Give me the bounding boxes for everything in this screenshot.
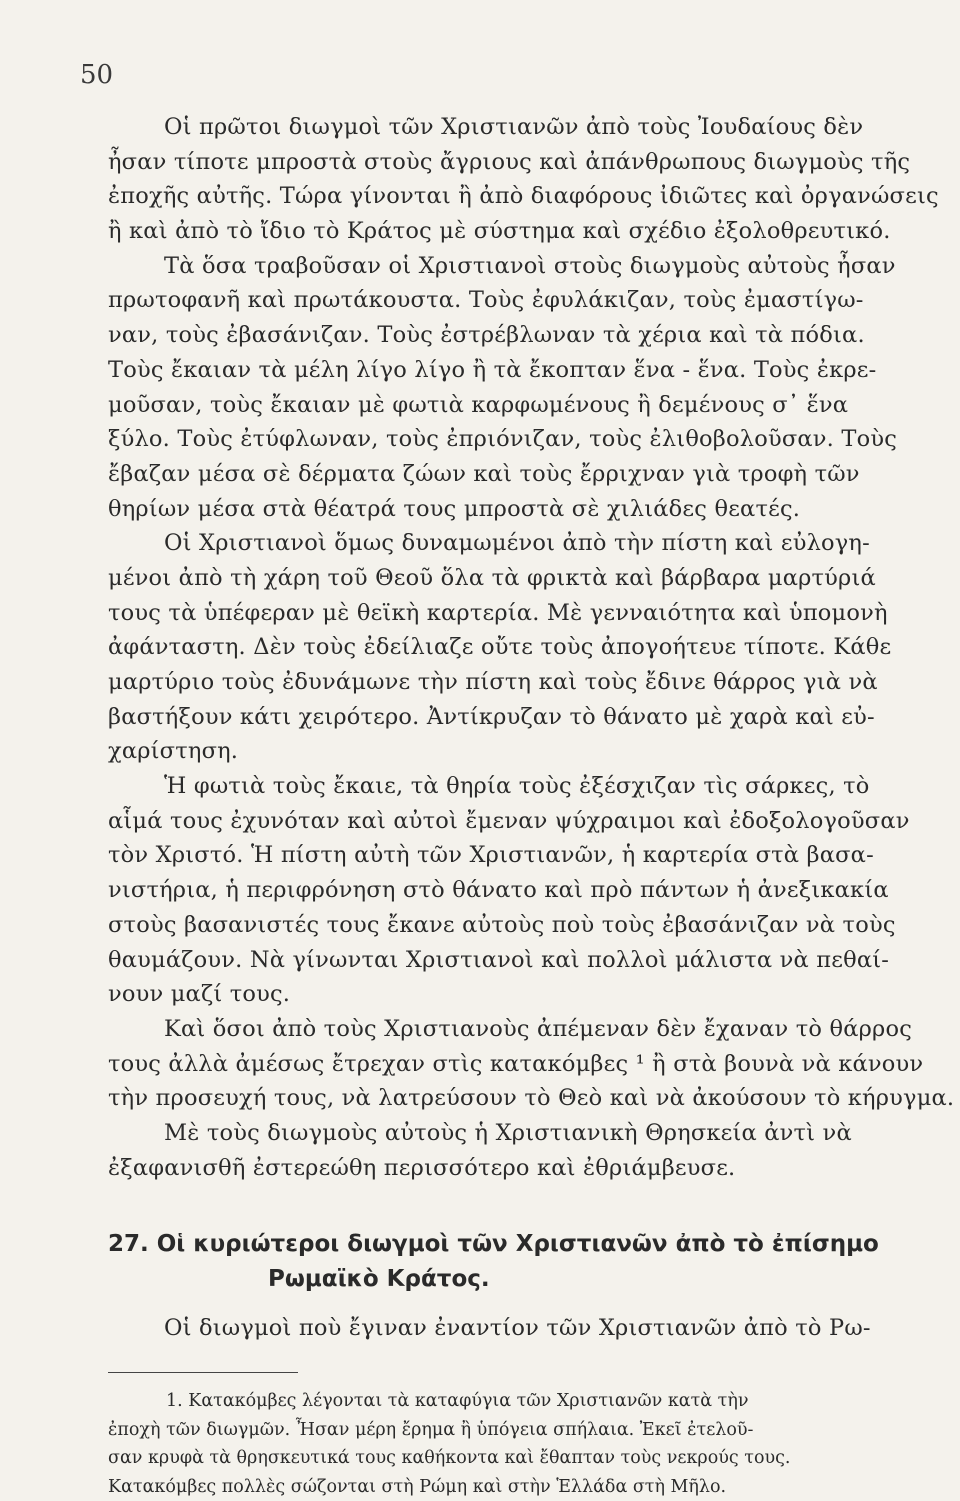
text-line: μαρτύριο τοὺς ἐδυνάμωνε τὴν πίστη καὶ τοὺς ἔδινε θάρρος γιὰ νὰ bbox=[108, 665, 868, 700]
text-line: ἦσαν τίποτε μπροστὰ στοὺς ἄγριους καὶ ἀπάνθρωπους διωγμοὺς τῆς bbox=[108, 145, 868, 180]
footnote-line: ἐποχὴ τῶν διωγμῶν. Ἦσαν μέρη ἔρημα ἢ ὑπόγεια σπήλαια. Ἐκεῖ ἐτελοῦ- bbox=[108, 1416, 868, 1445]
text-line: μένοι ἀπὸ τὴ χάρη τοῦ Θεοῦ ὅλα τὰ φρικτὰ καὶ βάρβαρα μαρτύριά bbox=[108, 561, 868, 596]
paragraph-1 bbox=[108, 110, 868, 249]
paragraph-4 bbox=[108, 769, 868, 1012]
paragraph-3 bbox=[108, 526, 868, 769]
text-line: χαρίστηση. bbox=[108, 734, 868, 769]
text-line: Ἡ φωτιὰ τοὺς ἔκαιε, τὰ θηρία τοὺς ἐξέσχιζαν τὶς σάρκες, τὸ bbox=[108, 769, 868, 804]
text-line: στοὺς βασανιστές τους ἔκανε αὐτοὺς ποὺ τοὺς ἐβασάνιζαν νὰ τοὺς bbox=[108, 908, 868, 943]
text-line: Τοὺς ἔκαιαν τὰ μέλη λίγο λίγο ἢ τὰ ἔκοπταν ἕνα - ἕνα. Τοὺς ἐκρε- bbox=[108, 353, 868, 388]
text-line: ἢ καὶ ἀπὸ τὸ ἴδιο τὸ Κράτος μὲ σύστημα καὶ σχέδιο ἐξολοθρευτικό. bbox=[108, 214, 868, 249]
section-heading bbox=[108, 1227, 868, 1297]
text-line: Τὰ ὅσα τραβοῦσαν οἱ Χριστιανοὶ στοὺς διωγμοὺς αὐτοὺς ἦσαν bbox=[108, 249, 868, 284]
page-number: 50 bbox=[80, 60, 113, 90]
footnote bbox=[108, 1387, 868, 1501]
text-line: ἐποχῆς αὐτῆς. Τώρα γίνονται ἢ ἀπὸ διαφόρους ἰδιῶτες καὶ ὀργανώσεις bbox=[108, 179, 868, 214]
paragraph-5 bbox=[108, 1012, 868, 1116]
footnote-line: σαν κρυφὰ τὰ θρησκευτικά τους καθήκοντα καὶ ἔθαπταν τοὺς νεκρούς τους. bbox=[108, 1444, 868, 1473]
text-line: τους τὰ ὑπέφεραν μὲ θεϊκὴ καρτερία. Μὲ γενναιότητα καὶ ὑπομονὴ bbox=[108, 596, 868, 631]
section-opening-line: Οἱ διωγμοὶ ποὺ ἔγιναν ἐναντίον τῶν Χριστιανῶν ἀπὸ τὸ Ρω- bbox=[108, 1311, 868, 1346]
section-heading-line: 27. Οἱ κυριώτεροι διωγμοὶ τῶν Χριστιανῶν ἀπὸ τὸ ἐπίσημο bbox=[108, 1227, 868, 1262]
text-line: βαστήξουν κάτι χειρότερο. Ἀντίκρυζαν τὸ θάνατο μὲ χαρὰ καὶ εὐ- bbox=[108, 700, 868, 735]
text-line: Μὲ τοὺς διωγμοὺς αὐτοὺς ἡ Χριστιανικὴ Θρησκεία ἀντὶ νὰ bbox=[108, 1116, 868, 1151]
footnote-line: 1. Κατακόμβες λέγονται τὰ καταφύγια τῶν Χριστιανῶν κατὰ τὴν bbox=[108, 1387, 868, 1416]
text-line: Οἱ Χριστιανοὶ ὅμως δυναμωμένοι ἀπὸ τὴν πίστη καὶ εὐλογη- bbox=[108, 526, 868, 561]
text-line: ἐξαφανισθῆ ἐστερεώθη περισσότερο καὶ ἐθριάμβευσε. bbox=[108, 1151, 868, 1186]
text-line: ξύλο. Τοὺς ἐτύφλωναν, τοὺς ἐπριόνιζαν, τοὺς ἐλιθοβολοῦσαν. Τοὺς bbox=[108, 422, 868, 457]
paragraph-2 bbox=[108, 249, 868, 527]
footnote-divider bbox=[108, 1372, 298, 1373]
text-line: νιστήρια, ἡ περιφρόνηση στὸ θάνατο καὶ πρὸ πάντων ἡ ἀνεξικακία bbox=[108, 873, 868, 908]
text-line: μοῦσαν, τοὺς ἔκαιαν μὲ φωτιὰ καρφωμένους ἢ δεμένους σ᾿ ἕνα bbox=[108, 388, 868, 423]
text-line: αἷμά τους ἐχυνόταν καὶ αὐτοὶ ἔμεναν ψύχραιμοι καὶ ἐδοξολογοῦσαν bbox=[108, 804, 868, 839]
text-line: ἔβαζαν μέσα σὲ δέρματα ζώων καὶ τοὺς ἔρριχναν γιὰ τροφὴ τῶν bbox=[108, 457, 868, 492]
text-line: τὴν προσευχή τους, νὰ λατρεύσουν τὸ Θεὸ καὶ νὰ ἀκούσουν τὸ κήρυγμα. bbox=[108, 1081, 868, 1116]
text-line: θηρίων μέσα στὰ θέατρά τους μπροστὰ σὲ χιλιάδες θεατές. bbox=[108, 492, 868, 527]
text-line: Οἱ πρῶτοι διωγμοὶ τῶν Χριστιανῶν ἀπὸ τοὺς Ἰουδαίους δὲν bbox=[108, 110, 868, 145]
text-line: θαυμάζουν. Νὰ γίνωνται Χριστιανοὶ καὶ πολλοὶ μάλιστα νὰ πεθαί- bbox=[108, 943, 868, 978]
main-text bbox=[108, 110, 868, 1501]
text-line: ναν, τοὺς ἐβασάνιζαν. Τοὺς ἐστρέβλωναν τὰ χέρια καὶ τὰ πόδια. bbox=[108, 318, 868, 353]
text-line: νουν μαζί τους. bbox=[108, 977, 868, 1012]
text-line: ἀφάνταστη. Δὲν τοὺς ἐδείλιαζε οὔτε τοὺς ἀπογοήτευε τίποτε. Κάθε bbox=[108, 630, 868, 665]
text-line: Καὶ ὅσοι ἀπὸ τοὺς Χριστιανοὺς ἀπέμεναν δὲν ἔχαναν τὸ θάρρος bbox=[108, 1012, 868, 1047]
text-line: πρωτοφανῆ καὶ πρωτάκουστα. Τοὺς ἐφυλάκιζαν, τοὺς ἐμαστίγω- bbox=[108, 283, 868, 318]
footnote-line: Κατακόμβες πολλὲς σώζονται στὴ Ρώμη καὶ στὴν Ἑλλάδα στὴ Μῆλο. bbox=[108, 1473, 868, 1501]
section-heading-line: Ρωμαϊκὸ Κράτος. bbox=[108, 1262, 868, 1297]
text-line: τὸν Χριστό. Ἡ πίστη αὐτὴ τῶν Χριστιανῶν, ἡ καρτερία στὰ βασα- bbox=[108, 838, 868, 873]
paragraph-6 bbox=[108, 1116, 868, 1185]
text-line: τους ἀλλὰ ἀμέσως ἔτρεχαν στὶς κατακόμβες ¹ ἢ στὰ βουνὰ νὰ κάνουν bbox=[108, 1047, 868, 1082]
